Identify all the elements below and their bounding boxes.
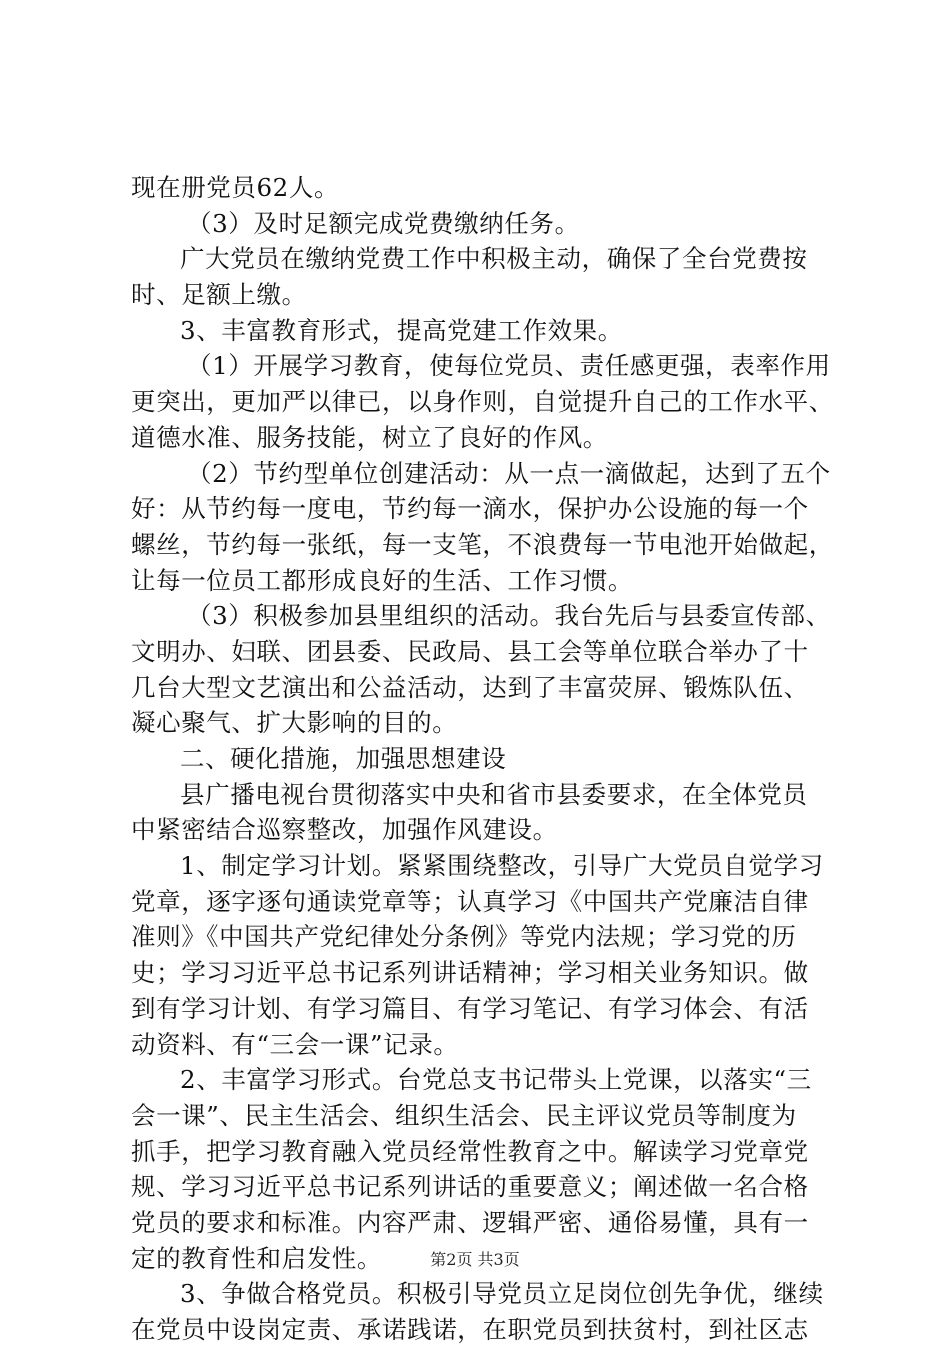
text-line: 凝心聚气、扩大影响的目的。: [131, 708, 458, 738]
text-line: 2、丰富学习形式。台党总支书记带头上党课，以落实“三: [180, 1065, 812, 1095]
document-body: [131, 170, 834, 1348]
text-line: 史；学习习近平总书记系列讲话精神；学习相关业务知识。做: [131, 958, 809, 988]
text-line: 现在册党员62人。: [131, 173, 340, 202]
text-line: 几台大型文艺演出和公益活动，达到了丰富荧屏、锻炼队伍、: [131, 672, 809, 702]
text-line: 动资料、有“三会一课”记录。: [131, 1029, 459, 1059]
text-line: 到有学习计划、有学习篇目、有学习笔记、有学习体会、有活: [131, 993, 809, 1023]
text-line: 更突出，更加严以律已，以身作则，自觉提升自己的工作水平、: [131, 387, 834, 417]
text-line: 时、足额上缴。: [131, 280, 307, 310]
text-line: （1）开展学习教育，使每位党员、责任感更强，表率作用: [187, 351, 831, 381]
text-line: 好：从节约每一度电，节约每一滴水，保护办公设施的每一个: [131, 494, 809, 524]
text-line: 二、硬化措施，加强思想建设: [180, 744, 507, 773]
text-line: 定的教育性和启发性。: [131, 1243, 382, 1273]
text-line: 中紧密结合巡察整改，加强作风建设。: [131, 815, 558, 845]
text-line: （3）及时足额完成党费缴纳任务。: [187, 208, 580, 238]
text-line: 抓手，把学习教育融入党员经常性教育之中。解读学习党章党: [131, 1136, 809, 1166]
text-line: 3、争做合格党员。积极引导党员立足岗位创先争优，继续: [180, 1279, 824, 1309]
text-line: 在党员中设岗定责、承诺践诺，在职党员到扶贫村，到社区志: [131, 1315, 809, 1344]
text-line: 3、丰富教育形式，提高党建工作效果。: [180, 315, 623, 345]
text-line: 党员的要求和标准。内容严肃、逻辑严密、通俗易懂，具有一: [131, 1207, 809, 1237]
text-line: 党章，逐字逐句通读党章等；认真学习《中国共产党廉洁自律: [131, 886, 809, 916]
text-line: 让每一位员工都形成良好的生活、工作习惯。: [131, 565, 633, 595]
page-footer: 第2页 共3页: [430, 1250, 520, 1269]
text-line: 螺丝，节约每一张纸，每一支笔，不浪费每一节电池开始做起，: [131, 529, 834, 559]
text-line: 县广播电视台贯彻落实中央和省市县委要求，在全体党员: [180, 779, 808, 809]
text-line: 1、制定学习计划。紧紧围绕整改，引导广大党员自觉学习: [180, 851, 824, 881]
text-line: 广大党员在缴纳党费工作中积极主动，确保了全台党费按: [180, 244, 808, 274]
text-line: 会一课”、民主生活会、组织生活会、民主评议党员等制度为: [131, 1100, 797, 1130]
text-line: 道德水准、服务技能，树立了良好的作风。: [131, 422, 608, 452]
text-line: （2）节约型单位创建活动：从一点一滴做起，达到了五个: [187, 458, 831, 488]
text-line: 规、学习习近平总书记系列讲话的重要意义；阐述做一名合格: [131, 1172, 809, 1202]
text-line: 准则》《中国共产党纪律处分条例》等党内法规；学习党的历: [131, 922, 797, 952]
text-line: （3）积极参加县里组织的活动。我台先后与县委宣传部、: [187, 601, 831, 631]
text-line: 文明办、妇联、团县委、民政局、县工会等单位联合举办了十: [131, 636, 809, 666]
